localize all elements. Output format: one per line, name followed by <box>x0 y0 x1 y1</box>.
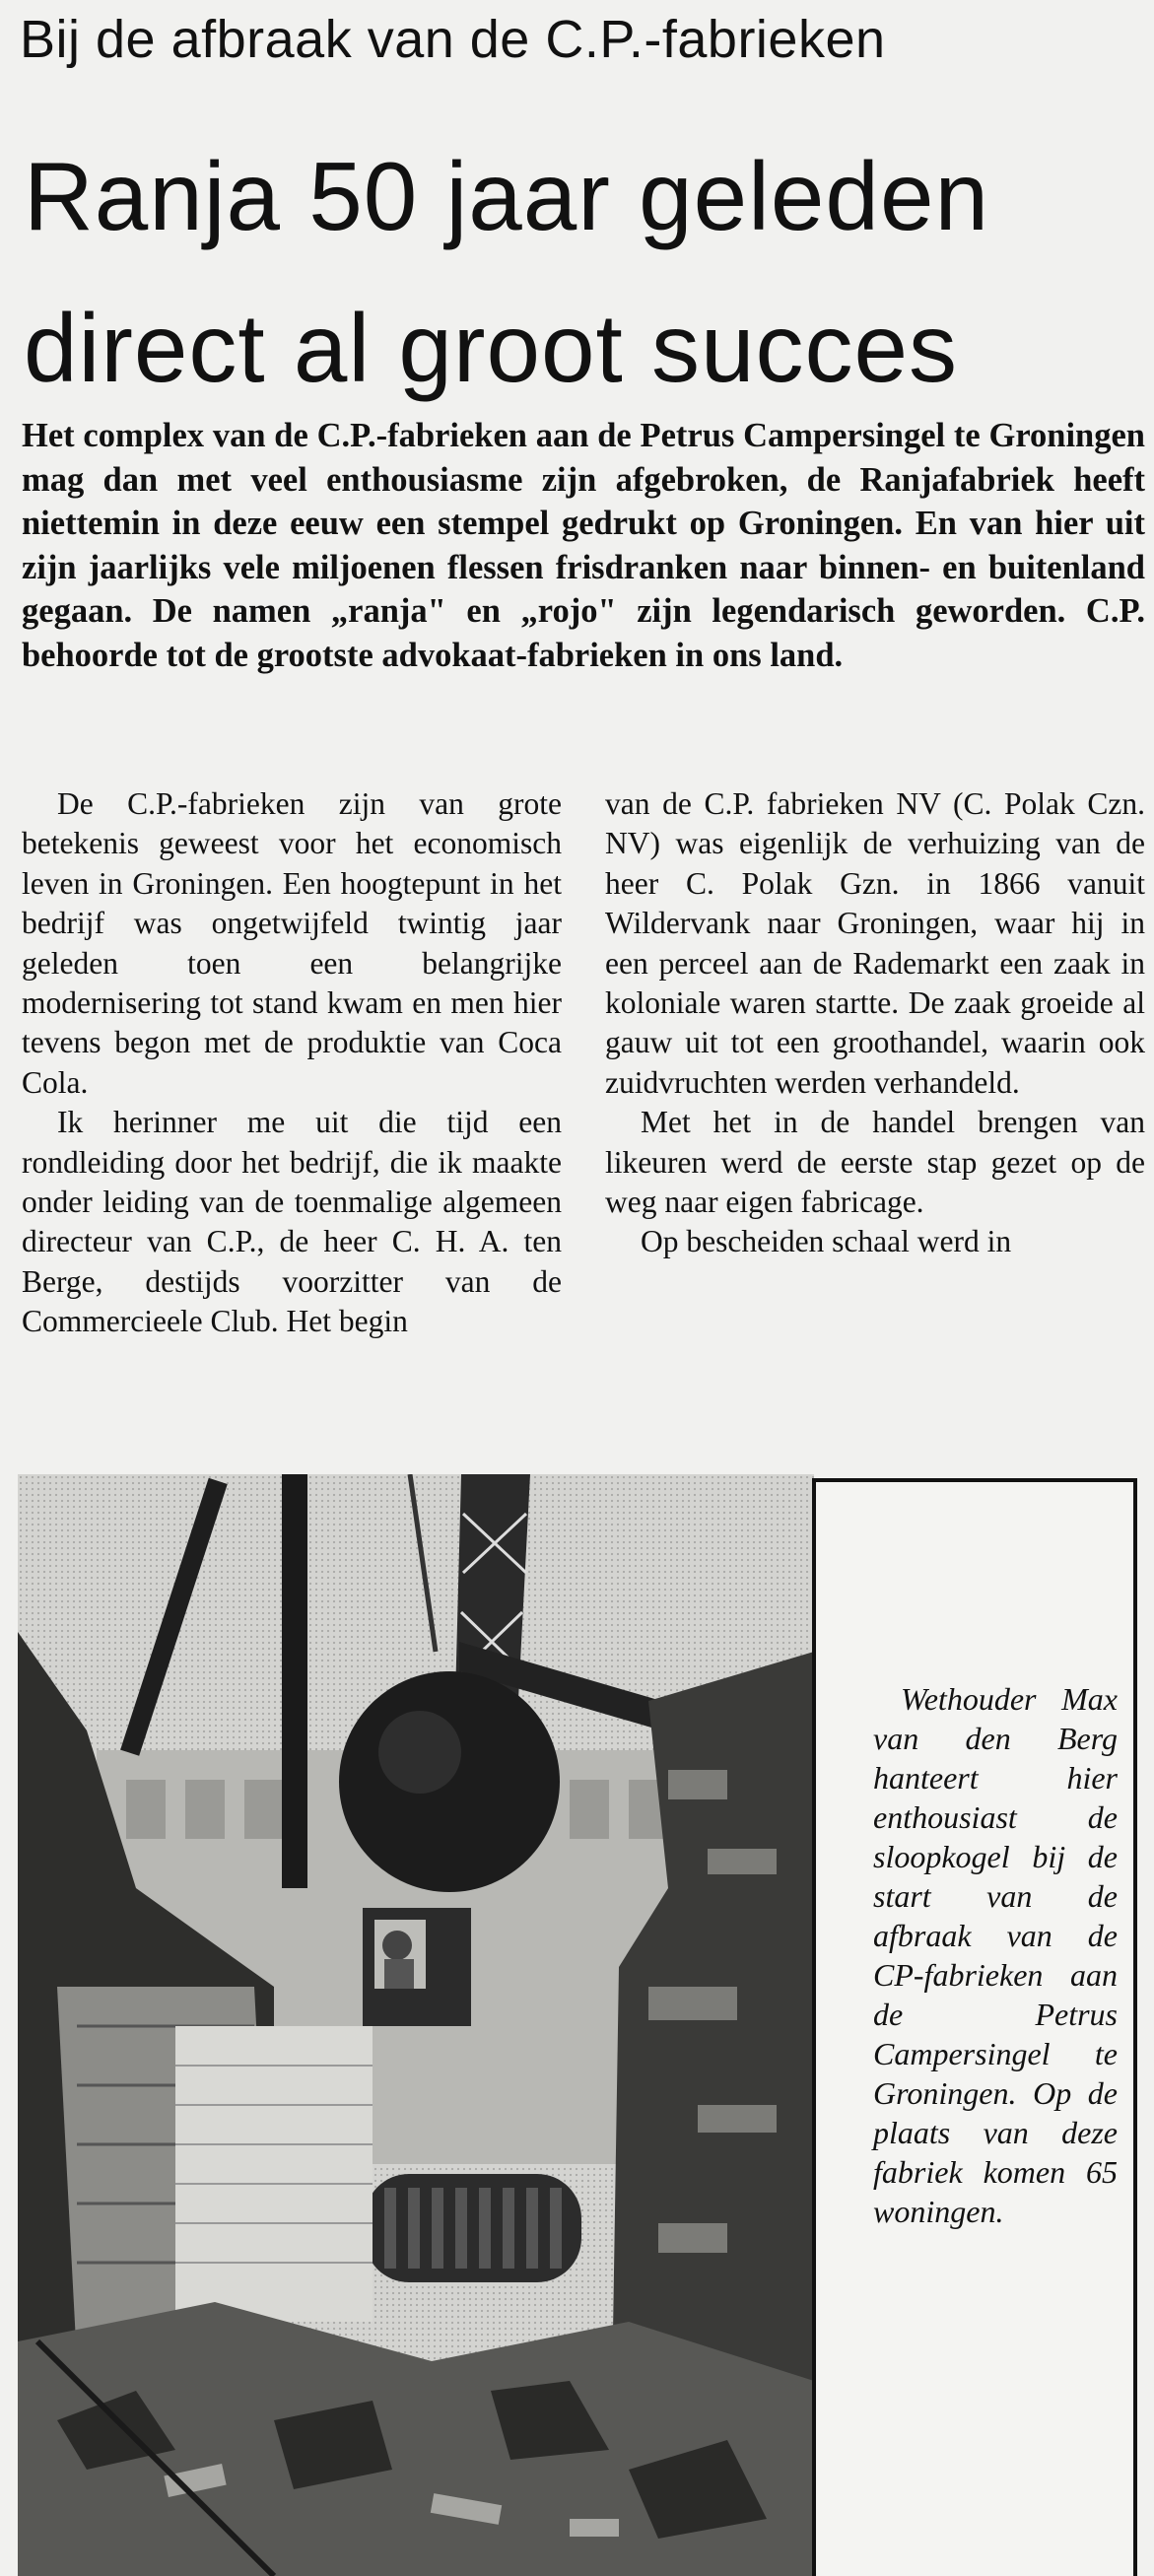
caption-box <box>812 1478 1137 2576</box>
article-kicker: Bij de afbraak van de C.P.-fabrieken <box>20 10 886 69</box>
paragraph: Op bescheiden schaal werd in <box>641 1224 1012 1259</box>
demolition-photo-graphic <box>18 1474 814 2576</box>
article-headline: Ranja 50 jaar geleden direct al groot succes <box>24 142 989 402</box>
paragraph: De C.P.-fabrieken zijn van grote betekenis geweest voor het economisch leven in Groningen. Een hoogtepunt in het bedrijf was ongetwijfeld twintig jaar geleden toen een belangrijke modernisering tot stand kwam en men hier tevens begon met de produktie van Coca Cola. <box>22 786 562 1100</box>
body-column-left <box>22 784 562 1342</box>
body-column-right <box>605 784 1145 1262</box>
photo-caption: Wethouder Max van den Berg hanteert hier enthousiast de sloopkogel bij de start van de afbraak van de CP-fabrieken aan de Petrus Campersingel te Groningen. Op de plaats van deze fabriek komen 65 woningen. <box>873 1681 1118 2229</box>
demolition-photo <box>18 1474 814 2576</box>
paragraph: Ik herinner me uit die tijd een rondleiding door het bedrijf, die ik maakte onder leiding van de toenmalige algemeen directeur van C.P., de heer C. H. A. ten Berge, destijds voorzitter van de Commercieele Club. Het begin <box>22 1105 562 1339</box>
article-lead: Het complex van de C.P.-fabrieken aan de Petrus Campersingel te Groningen mag dan met veel enthousiasme zijn afgebroken, de Ranjafabriek heeft niettemin in deze eeuw een stempel gedrukt op Groningen. En van hier uit zijn jaarlijks vele miljoenen flessen frisdranken naar binnen- en buitenland gegaan. De namen „ranja" en „rojo" zijn legendarisch geworden. C.P. behoorde tot de grootste advokaat-fabrieken in ons land. <box>22 417 1145 674</box>
paragraph: Met het in de handel brengen van likeuren werd de eerste stap gezet op de weg naar eigen fabricage. <box>605 1105 1145 1220</box>
paragraph: van de C.P. fabrieken NV (C. Polak Czn. NV) was eigenlijk de verhuizing van de heer C. Polak Gzn. in 1866 vanuit Wildervank naar Groningen, waar hij in een perceel aan de Rademarkt een zaak in koloniale waren startte. De zaak groeide al gauw uit tot een groothandel, waarin ook zuidvruchten werden verhandeld. <box>605 786 1145 1100</box>
